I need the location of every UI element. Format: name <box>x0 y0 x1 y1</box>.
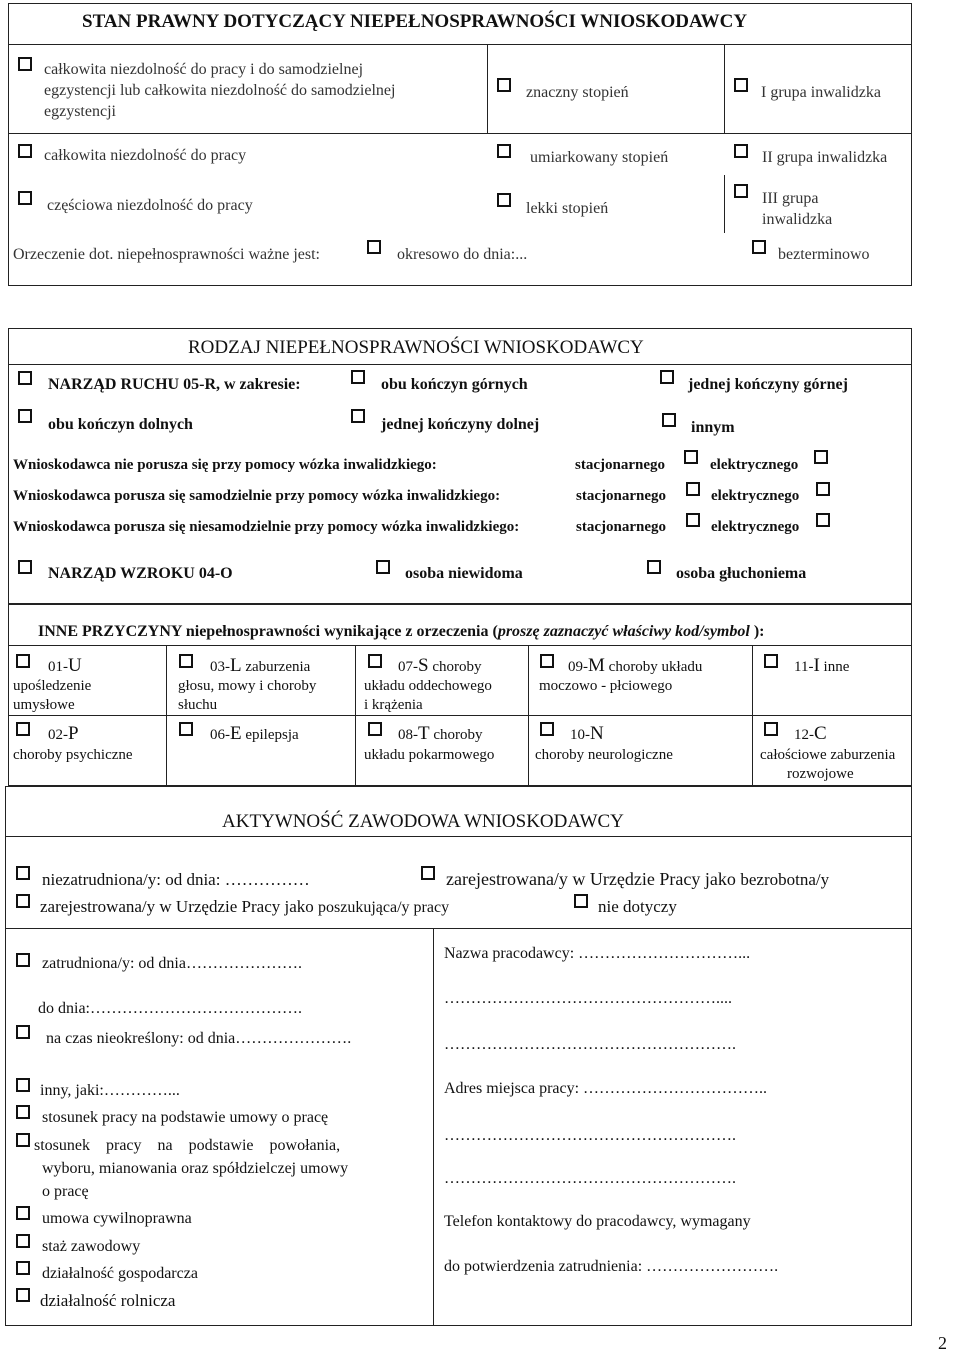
motor-organ-label: NARZĄD RUCHU 05-R, w zakresie: <box>48 376 301 393</box>
code-08T <box>398 723 483 745</box>
registered-unemployed-b: bezrobotna/y <box>740 870 830 889</box>
row1-electric-checkbox[interactable] <box>814 450 828 464</box>
other-causes-title-italic: proszę zaznaczyć właściwy kod/symbol <box>497 623 750 640</box>
upper-one-label: jednej kończyny górnej <box>688 376 848 393</box>
divider <box>5 928 912 929</box>
other-causes-title-end: ): <box>749 623 765 640</box>
farming-checkbox[interactable] <box>16 1288 30 1302</box>
electric-label: elektrycznego <box>711 519 800 535</box>
row3-stationary-checkbox[interactable] <box>686 513 700 527</box>
appointment-checkbox[interactable] <box>16 1133 30 1147</box>
professional-activity-title: AKTYWNOŚĆ ZAWODOWA WNIOSKODAWCY <box>222 811 624 832</box>
employment-contract-label: stosunek pracy na podstawie umowy o pracę <box>42 1109 329 1126</box>
significant-degree-checkbox[interactable] <box>497 78 511 92</box>
appointment-line-2: wyboru, mianowania oraz spółdzielczej umowy <box>42 1160 349 1177</box>
code-10N-num: 10- <box>570 727 590 743</box>
employer-phone-field[interactable]: do potwierdzenia zatrudnienia: ……………………. <box>444 1258 779 1275</box>
deafblind-label: osoba głuchoniema <box>676 565 807 582</box>
registered-seeking-checkbox[interactable] <box>16 894 30 908</box>
vision-organ-label: NARZĄD WZROKU 04-O <box>48 565 233 582</box>
employer-name-dots-1[interactable]: …………………………………………….... <box>444 990 732 1007</box>
code-11I-desc: inne <box>819 659 850 675</box>
code-01U-desc-2: umysłowe <box>13 697 75 713</box>
employer-phone-label: Telefon kontaktowy do pracodawcy, wymagany <box>444 1213 751 1230</box>
divider <box>724 175 725 233</box>
light-degree-checkbox[interactable] <box>497 193 511 207</box>
row2-electric-checkbox[interactable] <box>816 482 830 496</box>
moderate-degree-label: umiarkowany stopień <box>530 149 669 166</box>
divider <box>8 133 912 134</box>
code-02P-desc-2: choroby psychiczne <box>13 747 133 763</box>
not-applicable-checkbox[interactable] <box>574 894 588 908</box>
code-09M-desc: choroby układu <box>604 659 703 675</box>
code-07S-letter: S <box>418 655 429 676</box>
group-3-label-2: inwalidzka <box>762 211 833 228</box>
code-02P <box>48 723 79 745</box>
upper-one-checkbox[interactable] <box>660 370 674 384</box>
wheelchair-row-3-label: Wnioskodawca porusza się niesamodzielnie przy pomocy wózka inwalidzkiego: <box>13 519 520 535</box>
group-2-label: II grupa inwalidzka <box>762 149 888 166</box>
code-01U-num: 01- <box>48 659 68 675</box>
validity-label: Orzeczenie dot. niepełnosprawności ważne jest: <box>13 246 320 263</box>
code-06E-letter: E <box>230 723 242 744</box>
lower-both-label: obu kończyn dolnych <box>48 416 193 433</box>
code-01U-checkbox[interactable] <box>16 654 30 668</box>
workplace-field[interactable]: Adres miejsca pracy: …………………………….. <box>444 1080 768 1097</box>
code-01U-letter: U <box>68 655 82 676</box>
code-12C-letter: C <box>814 723 827 744</box>
code-07S-desc-3: i krążenia <box>364 697 423 713</box>
code-07S <box>398 655 481 677</box>
workplace-dots-2[interactable]: ………………………………………………. <box>444 1170 736 1187</box>
total-incapacity-checkbox[interactable] <box>18 144 32 158</box>
code-01U-desc-1: upośledzenie <box>13 678 92 694</box>
indefinite-checkbox[interactable] <box>16 1025 30 1039</box>
civil-contract-checkbox[interactable] <box>16 1206 30 1220</box>
group-3-checkbox[interactable] <box>734 184 748 198</box>
stationary-label: stacjonarnego <box>576 488 666 504</box>
other-causes-title-bold: INNE PRZYCZYNY <box>38 623 182 640</box>
business-checkbox[interactable] <box>16 1261 30 1275</box>
group-1-checkbox[interactable] <box>734 78 748 92</box>
permanent-label: bezterminowo <box>778 246 870 263</box>
code-12C-checkbox[interactable] <box>764 722 778 736</box>
code-09M-letter: M <box>588 655 605 676</box>
lower-both-checkbox[interactable] <box>18 409 32 423</box>
code-10N-desc-2: choroby neurologiczne <box>535 747 673 763</box>
code-03L-desc-2: głosu, mowy i choroby <box>178 678 317 694</box>
wheelchair-row-1-label: Wnioskodawca nie porusza się przy pomocy wózka inwalidzkiego: <box>13 457 437 473</box>
group-3-label-1: III grupa <box>762 190 819 207</box>
partial-incapacity-checkbox[interactable] <box>18 191 32 205</box>
code-10N-letter: N <box>590 723 604 744</box>
partial-incapacity-label: częściowa niezdolność do pracy <box>47 197 253 214</box>
appointment-line-3: o pracę <box>42 1183 89 1200</box>
upper-both-checkbox[interactable] <box>351 370 365 384</box>
other-causes-title <box>38 623 764 641</box>
col1-line3: egzystencji <box>44 103 116 120</box>
code-12C-desc-2: całościowe zaburzenia <box>760 747 896 763</box>
code-12C-num: 12- <box>794 727 814 743</box>
other-range-label: innym <box>691 419 735 436</box>
legal-status-section <box>8 3 912 286</box>
group-2-checkbox[interactable] <box>734 144 748 158</box>
col1-line2: egzystencji lub całkowita niezdolność do samodzielnej <box>44 82 396 99</box>
divider <box>8 364 912 365</box>
registered-seeking-b: poszukująca/y pracy <box>318 899 450 916</box>
registered-unemployed-a: zarejestrowana/y w Urzędzie Pracy jako <box>446 869 741 889</box>
registered-unemployed-checkbox[interactable] <box>421 866 435 880</box>
unemployed-label: niezatrudniona/y: od dnia: …………… <box>42 870 310 889</box>
unemployed-checkbox[interactable] <box>16 866 30 880</box>
code-02P-letter: P <box>68 723 79 744</box>
employed-checkbox[interactable] <box>16 953 30 967</box>
lower-one-checkbox[interactable] <box>351 409 365 423</box>
significant-degree-label: znaczny stopień <box>526 84 629 101</box>
light-degree-label: lekki stopień <box>526 200 609 217</box>
not-applicable-label: nie dotyczy <box>598 897 677 916</box>
code-10N-checkbox[interactable] <box>540 722 554 736</box>
stationary-label: stacjonarnego <box>575 457 665 473</box>
code-07S-desc-2: układu oddechowego <box>364 678 492 694</box>
wheelchair-row-2-label: Wnioskodawca porusza się samodzielnie przy pomocy wózka inwalidzkiego: <box>13 488 501 504</box>
deafblind-checkbox[interactable] <box>647 560 661 574</box>
row1-stationary-checkbox[interactable] <box>684 450 698 464</box>
disability-type-title: RODZAJ NIEPEŁNOSPRAWNOŚCI WNIOSKODAWCY <box>188 337 644 358</box>
code-06E-desc: epilepsja <box>241 727 299 743</box>
appointment-line-1: stosunek pracy na podstawie powołania, <box>34 1137 341 1154</box>
code-08T-checkbox[interactable] <box>368 722 382 736</box>
civil-contract-label: umowa cywilnoprawna <box>42 1210 192 1227</box>
code-07S-checkbox[interactable] <box>368 654 382 668</box>
code-07S-num: 07- <box>398 659 418 675</box>
total-incapacity-label: całkowita niezdolność do pracy <box>44 147 247 164</box>
upper-both-label: obu kończyn górnych <box>381 376 528 393</box>
code-08T-letter: T <box>418 723 430 744</box>
legal-status-title: STAN PRAWNY DOTYCZĄCY NIEPEŁNOSPRAWNOŚCI WNIOSKODAWCY <box>82 11 748 32</box>
internship-label: staż zawodowy <box>42 1238 141 1255</box>
row2-stationary-checkbox[interactable] <box>686 482 700 496</box>
electric-label: elektrycznego <box>710 457 799 473</box>
permanent-checkbox[interactable] <box>752 240 766 254</box>
other-type-checkbox[interactable] <box>16 1078 30 1092</box>
blind-checkbox[interactable] <box>376 560 390 574</box>
periodic-checkbox[interactable] <box>367 240 381 254</box>
code-09M-checkbox[interactable] <box>540 654 554 668</box>
internship-checkbox[interactable] <box>16 1234 30 1248</box>
group-1-label: I grupa inwalidzka <box>761 84 881 101</box>
total-incapacity-independence-checkbox[interactable] <box>18 57 32 71</box>
code-11I-checkbox[interactable] <box>764 654 778 668</box>
code-09M <box>568 655 702 677</box>
code-03L-letter: L <box>230 655 242 676</box>
code-09M-num: 09- <box>568 659 588 675</box>
registered-seeking-a: zarejestrowana/y w Urzędzie Pracy jako <box>40 897 319 916</box>
code-02P-num: 02- <box>48 727 68 743</box>
motor-organ-checkbox[interactable] <box>18 371 32 385</box>
col1-line1: całkowita niezdolność do pracy i do samodzielnej <box>44 61 364 78</box>
registered-seeking-label <box>40 897 449 917</box>
code-11I-num: 11- <box>794 659 814 675</box>
employed-label: zatrudniona/y: od dnia…………………. <box>42 955 302 972</box>
vision-organ-checkbox[interactable] <box>18 560 32 574</box>
divider <box>433 928 434 1326</box>
code-07S-desc: choroby <box>428 659 482 675</box>
code-06E-checkbox[interactable] <box>179 722 193 736</box>
electric-label: elektrycznego <box>711 488 800 504</box>
code-03L <box>210 655 310 677</box>
code-03L-desc-3: słuchu <box>178 697 218 713</box>
registered-unemployed-label <box>446 869 829 890</box>
code-06E-num: 06- <box>210 727 230 743</box>
code-12C <box>794 723 827 745</box>
lower-one-label: jednej kończyny dolnej <box>381 416 540 433</box>
divider <box>8 44 912 45</box>
code-12C-desc-3: rozwojowe <box>787 766 854 782</box>
other-range-checkbox[interactable] <box>662 413 676 427</box>
indefinite-label: na czas nieokreślony: od dnia…………………. <box>46 1030 352 1047</box>
code-08T-num: 08- <box>398 727 418 743</box>
other-causes-title-rest: niepełnosprawności wynikające z orzeczenia ( <box>181 623 498 640</box>
page-number: 2 <box>938 1333 947 1353</box>
code-08T-desc-2: układu pokarmowego <box>364 747 495 763</box>
code-08T-desc: choroby <box>429 727 483 743</box>
workplace-dots-1[interactable]: ………………………………………………. <box>444 1127 736 1144</box>
divider <box>487 44 488 133</box>
code-03L-checkbox[interactable] <box>179 654 193 668</box>
until-label: do dnia:…………………………………. <box>38 1000 302 1017</box>
divider <box>8 645 912 646</box>
code-03L-desc: zaburzenia <box>241 659 311 675</box>
employer-name-dots-2[interactable]: ………………………………………………. <box>444 1036 736 1053</box>
code-09M-desc-2: moczowo - płciowego <box>539 678 673 694</box>
farming-label: działalność rolnicza <box>40 1291 176 1310</box>
employer-name-field[interactable]: Nazwa pracodawcy: …………………………... <box>444 945 751 962</box>
stationary-label: stacjonarnego <box>576 519 666 535</box>
periodic-label: okresowo do dnia:... <box>397 246 528 263</box>
employment-contract-checkbox[interactable] <box>16 1105 30 1119</box>
divider <box>5 836 912 837</box>
code-10N <box>570 723 604 745</box>
row3-electric-checkbox[interactable] <box>816 513 830 527</box>
code-01U <box>48 655 82 677</box>
business-label: działalność gospodarcza <box>42 1265 198 1282</box>
blind-label: osoba niewidoma <box>405 565 523 582</box>
code-02P-checkbox[interactable] <box>16 722 30 736</box>
code-11I-letter: I <box>813 655 820 676</box>
code-11I <box>794 655 849 677</box>
code-06E <box>210 723 299 745</box>
code-03L-num: 03- <box>210 659 230 675</box>
divider <box>8 715 912 716</box>
moderate-degree-checkbox[interactable] <box>497 144 511 158</box>
other-type-label: inny, jaki:…………... <box>40 1082 180 1099</box>
divider <box>724 44 725 133</box>
professional-activity-section <box>5 786 912 1326</box>
